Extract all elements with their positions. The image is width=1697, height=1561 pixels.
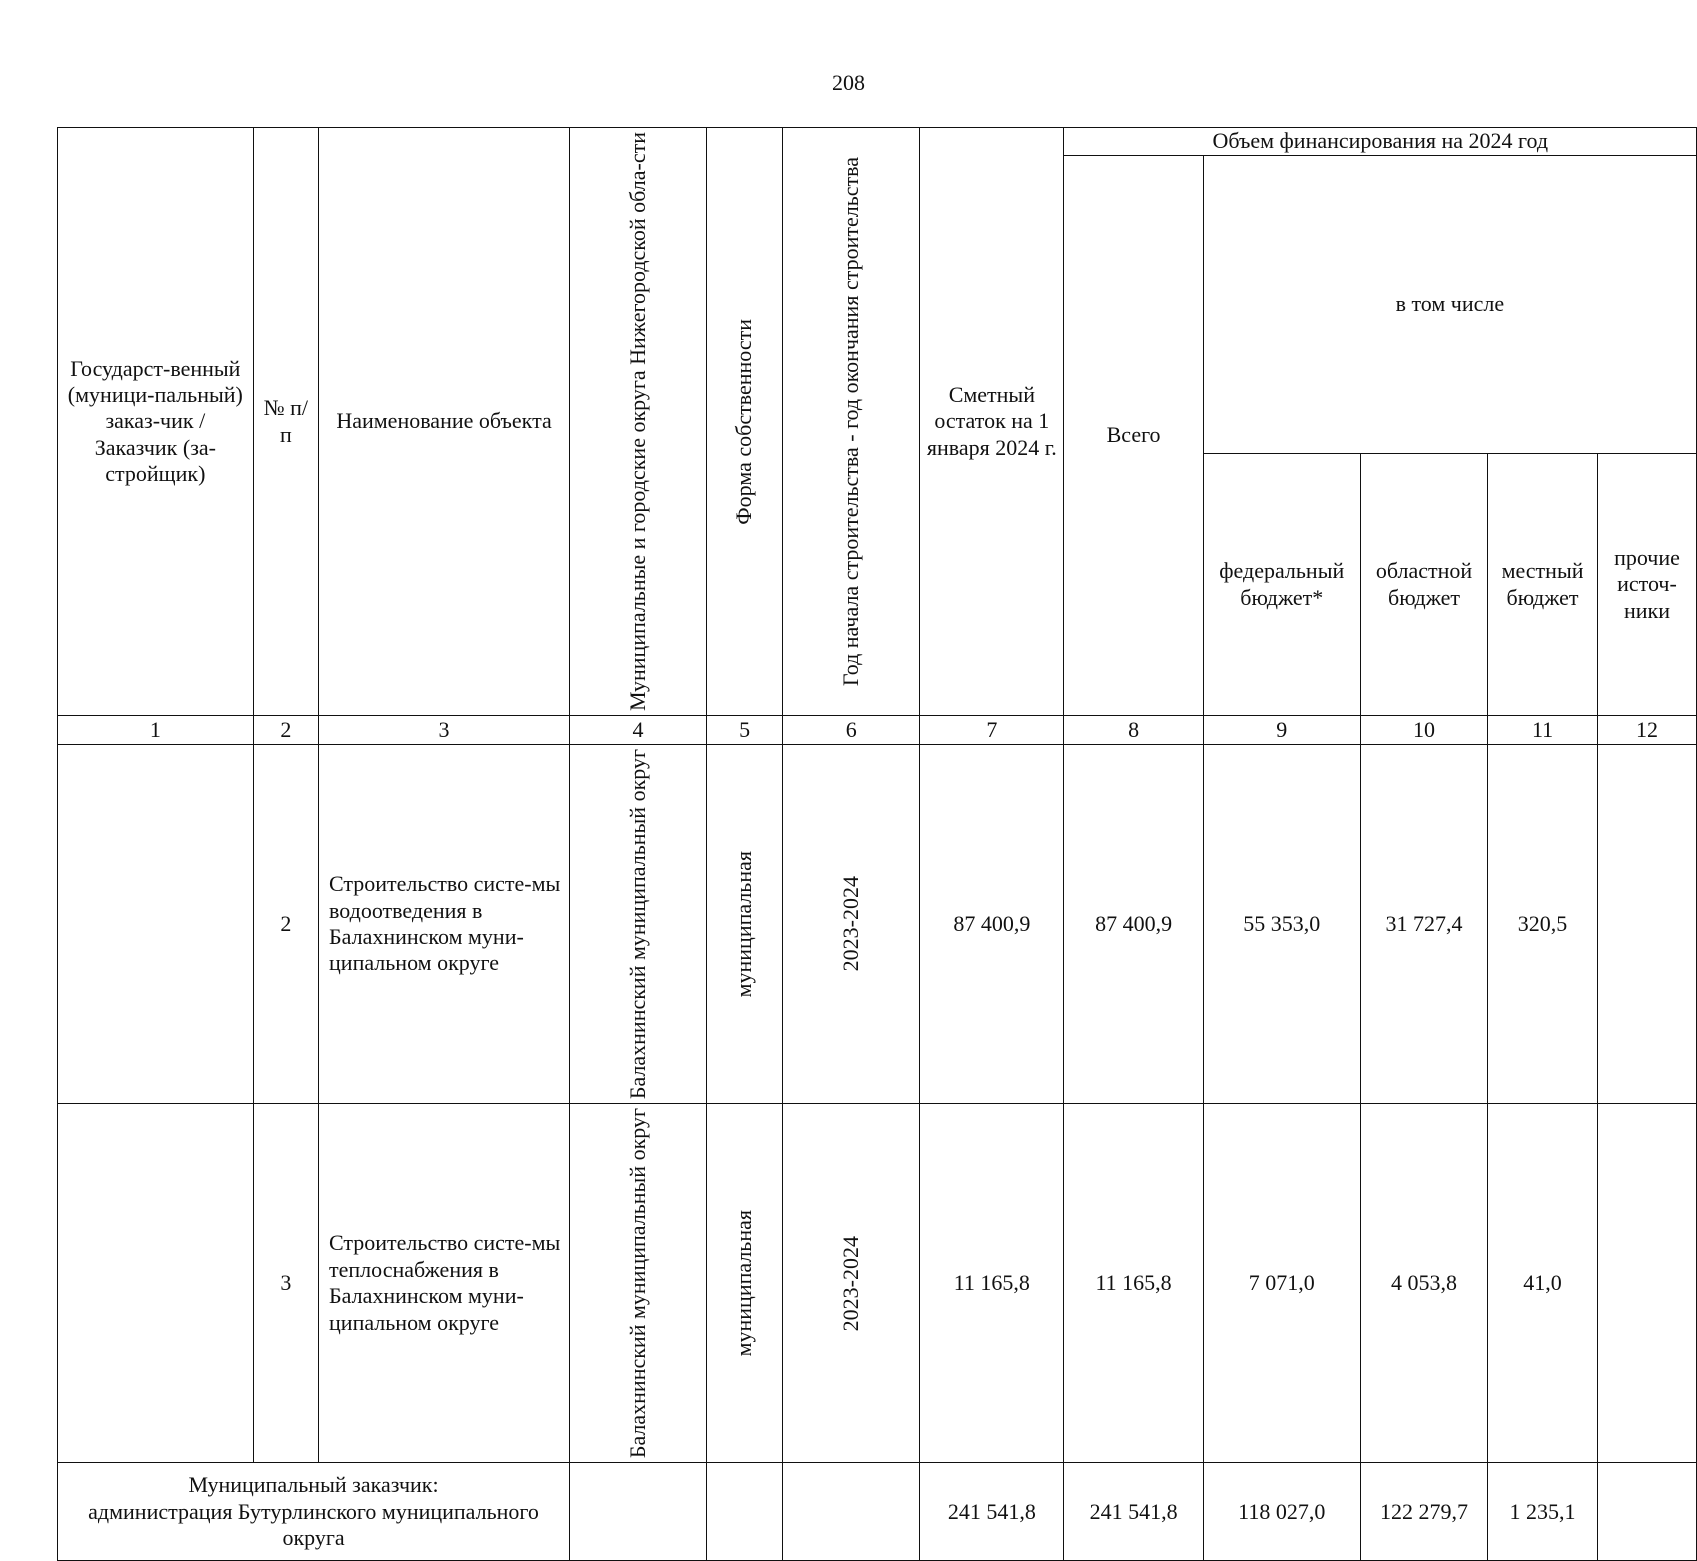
header-years <box>783 128 920 716</box>
column-number: 10 <box>1360 716 1487 745</box>
column-number: 4 <box>570 716 707 745</box>
header-funding-group: Объем финансирования на 2024 год <box>1064 128 1697 156</box>
row-number: 2 <box>253 745 318 1104</box>
table-row <box>58 1104 1697 1463</box>
column-number: 1 <box>58 716 254 745</box>
row-years-text: 2023-2024 <box>838 876 864 972</box>
row-years <box>783 745 920 1104</box>
row-years-text: 2023-2024 <box>838 1235 864 1331</box>
row-federal: 7 071,0 <box>1203 1104 1360 1463</box>
row-other <box>1597 1104 1696 1463</box>
header-total: Всего <box>1064 156 1203 716</box>
header-federal: федеральный бюджет* <box>1203 454 1360 716</box>
summary-row <box>58 1463 1697 1561</box>
summary-federal: 118 027,0 <box>1203 1463 1360 1561</box>
header-row-1 <box>58 128 1697 156</box>
column-number: 9 <box>1203 716 1360 745</box>
header-ownership-text: Форма собственности <box>731 318 757 525</box>
column-number: 7 <box>920 716 1064 745</box>
row-customer <box>58 745 254 1104</box>
column-numbers-row <box>58 716 1697 745</box>
row-ownership-text: муниципальная <box>731 1210 757 1357</box>
row-local: 41,0 <box>1488 1104 1598 1463</box>
row-object-name: Строительство систе-мы теплоснабжения в Балахнинском муни-ципальном округе <box>319 1104 570 1463</box>
header-districts-text: Муниципальные и городские округа Нижегородской обла-сти <box>624 132 650 712</box>
row-district <box>570 1104 707 1463</box>
row-estimate: 11 165,8 <box>920 1104 1064 1463</box>
row-regional: 31 727,4 <box>1360 745 1487 1104</box>
row-total: 11 165,8 <box>1064 1104 1203 1463</box>
row-ownership-text: муниципальная <box>731 850 757 998</box>
summary-empty <box>783 1463 920 1561</box>
row-local: 320,5 <box>1488 745 1598 1104</box>
column-number: 12 <box>1597 716 1696 745</box>
row-years <box>783 1104 920 1463</box>
row-ownership <box>707 1104 783 1463</box>
summary-other <box>1597 1463 1696 1561</box>
row-object-name: Строительство систе-мы водоотведения в Балахнинском муни-ципальном округе <box>319 745 570 1104</box>
column-number: 3 <box>319 716 570 745</box>
summary-label-line1: Муниципальный заказчик: <box>188 1472 439 1498</box>
summary-total: 241 541,8 <box>1064 1463 1203 1561</box>
row-customer <box>58 1104 254 1463</box>
row-district-text: Балахнинский муниципальный округ <box>624 749 650 1100</box>
header-districts <box>570 128 707 716</box>
summary-label <box>58 1463 570 1561</box>
row-district-text: Балахнинский муниципальный округ <box>624 1108 650 1459</box>
row-other <box>1597 745 1696 1104</box>
column-number: 5 <box>707 716 783 745</box>
header-estimate: Сметный остаток на 1 января 2024 г. <box>920 128 1064 716</box>
summary-empty <box>707 1463 783 1561</box>
row-ownership <box>707 745 783 1104</box>
header-customer: Государст-венный (муници-пальный) заказ-чик / Заказчик (за-стройщик) <box>58 128 254 716</box>
page-number: 208 <box>832 70 865 95</box>
row-number: 3 <box>253 1104 318 1463</box>
header-years-text: Год начала строительства - год окончания строительства <box>838 156 864 687</box>
header-number: № п/п <box>253 128 318 716</box>
summary-local: 1 235,1 <box>1488 1463 1598 1561</box>
row-regional: 4 053,8 <box>1360 1104 1487 1463</box>
row-estimate: 87 400,9 <box>920 745 1064 1104</box>
header-including: в том числе <box>1203 156 1696 454</box>
summary-estimate: 241 541,8 <box>920 1463 1064 1561</box>
table-row <box>58 745 1697 1104</box>
header-object-name: Наименование объекта <box>319 128 570 716</box>
summary-empty <box>570 1463 707 1561</box>
column-number: 8 <box>1064 716 1203 745</box>
header-regional: областной бюджет <box>1360 454 1487 716</box>
row-district <box>570 745 707 1104</box>
summary-regional: 122 279,7 <box>1360 1463 1487 1561</box>
summary-label-line2: администрация Бутурлинского муниципального округа <box>88 1498 539 1551</box>
column-number: 2 <box>253 716 318 745</box>
header-other: прочие источ-ники <box>1597 454 1696 716</box>
header-ownership <box>707 128 783 716</box>
column-number: 6 <box>783 716 920 745</box>
financing-table <box>57 127 1697 1561</box>
row-total: 87 400,9 <box>1064 745 1203 1104</box>
row-federal: 55 353,0 <box>1203 745 1360 1104</box>
column-number: 11 <box>1488 716 1598 745</box>
header-local: местный бюджет <box>1488 454 1598 716</box>
